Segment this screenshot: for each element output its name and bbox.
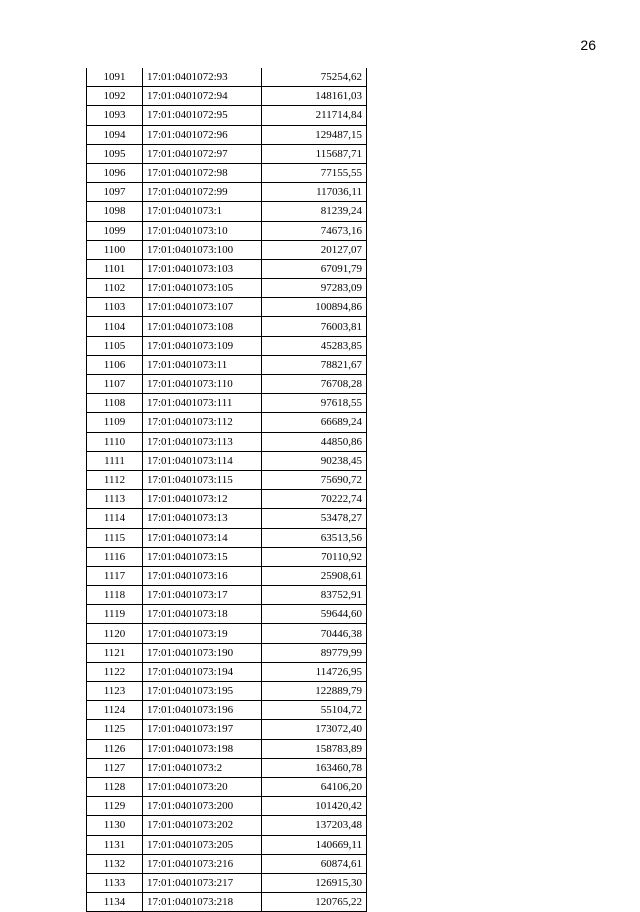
table-row (87, 624, 367, 643)
table-row (87, 854, 367, 873)
table-row (87, 797, 367, 816)
table-row (87, 662, 367, 681)
cadastral-value-cell: 158783,89 (262, 739, 367, 758)
cadastral-value-cell: 129487,15 (262, 125, 367, 144)
table-row (87, 432, 367, 451)
cadastral-number-cell: 17:01:0401073:103 (143, 259, 262, 278)
table-row (87, 701, 367, 720)
cadastral-number-cell: 17:01:0401073:198 (143, 739, 262, 758)
cadastral-value-cell: 20127,07 (262, 240, 367, 259)
cadastral-number-cell: 17:01:0401073:14 (143, 528, 262, 547)
cadastral-number-cell: 17:01:0401073:15 (143, 547, 262, 566)
row-number-cell: 1113 (87, 490, 143, 509)
table-row (87, 68, 367, 87)
cadastral-number-cell: 17:01:0401073:10 (143, 221, 262, 240)
row-number-cell: 1100 (87, 240, 143, 259)
cadastral-number-cell: 17:01:0401073:19 (143, 624, 262, 643)
row-number-cell: 1133 (87, 873, 143, 892)
cadastral-number-cell: 17:01:0401073:2 (143, 758, 262, 777)
cadastral-number-cell: 17:01:0401073:216 (143, 854, 262, 873)
cadastral-number-cell: 17:01:0401073:110 (143, 375, 262, 394)
cadastral-number-cell: 17:01:0401073:195 (143, 682, 262, 701)
cadastral-number-cell: 17:01:0401073:202 (143, 816, 262, 835)
row-number-cell: 1117 (87, 566, 143, 585)
cadastral-value-cell: 76708,28 (262, 375, 367, 394)
table-row (87, 739, 367, 758)
row-number-cell: 1104 (87, 317, 143, 336)
cadastral-value-cell: 64106,20 (262, 777, 367, 796)
cadastral-number-cell: 17:01:0401073:196 (143, 701, 262, 720)
cadastral-value-cell: 211714,84 (262, 106, 367, 125)
table-row (87, 528, 367, 547)
table-row (87, 259, 367, 278)
row-number-cell: 1129 (87, 797, 143, 816)
cadastral-value-cell: 117036,11 (262, 183, 367, 202)
row-number-cell: 1130 (87, 816, 143, 835)
cadastral-number-cell: 17:01:0401073:17 (143, 586, 262, 605)
cadastral-value-cell: 173072,40 (262, 720, 367, 739)
cadastral-value-cell: 70222,74 (262, 490, 367, 509)
table-row (87, 777, 367, 796)
table-row (87, 336, 367, 355)
row-number-cell: 1106 (87, 355, 143, 374)
cadastral-value-cell: 70110,92 (262, 547, 367, 566)
cadastral-value-cell: 140669,11 (262, 835, 367, 854)
row-number-cell: 1097 (87, 183, 143, 202)
row-number-cell: 1116 (87, 547, 143, 566)
cadastral-number-cell: 17:01:0401073:13 (143, 509, 262, 528)
cadastral-number-cell: 17:01:0401073:197 (143, 720, 262, 739)
cadastral-number-cell: 17:01:0401073:107 (143, 298, 262, 317)
cadastral-number-cell: 17:01:0401073:113 (143, 432, 262, 451)
table-row (87, 240, 367, 259)
row-number-cell: 1109 (87, 413, 143, 432)
table-row (87, 317, 367, 336)
cadastral-value-cell: 53478,27 (262, 509, 367, 528)
cadastral-number-cell: 17:01:0401072:98 (143, 163, 262, 182)
row-number-cell: 1093 (87, 106, 143, 125)
cadastral-value-cell: 60874,61 (262, 854, 367, 873)
table-row (87, 279, 367, 298)
row-number-cell: 1125 (87, 720, 143, 739)
cadastral-number-cell: 17:01:0401073:12 (143, 490, 262, 509)
cadastral-value-cell: 63513,56 (262, 528, 367, 547)
row-number-cell: 1132 (87, 854, 143, 873)
cadastral-value-cell: 89779,99 (262, 643, 367, 662)
cadastral-value-cell: 66689,24 (262, 413, 367, 432)
table-row (87, 816, 367, 835)
table-row (87, 221, 367, 240)
row-number-cell: 1119 (87, 605, 143, 624)
row-number-cell: 1096 (87, 163, 143, 182)
table-row (87, 509, 367, 528)
row-number-cell: 1134 (87, 893, 143, 912)
table-row (87, 835, 367, 854)
row-number-cell: 1118 (87, 586, 143, 605)
cadastral-value-cell: 163460,78 (262, 758, 367, 777)
row-number-cell: 1112 (87, 470, 143, 489)
table-row (87, 605, 367, 624)
cadastral-value-cell: 59644,60 (262, 605, 367, 624)
table-row (87, 490, 367, 509)
row-number-cell: 1110 (87, 432, 143, 451)
row-number-cell: 1095 (87, 144, 143, 163)
row-number-cell: 1121 (87, 643, 143, 662)
table-row (87, 394, 367, 413)
cadastral-value-cell: 44850,86 (262, 432, 367, 451)
cadastral-value-cell: 90238,45 (262, 451, 367, 470)
table-row (87, 202, 367, 221)
cadastral-number-cell: 17:01:0401073:11 (143, 355, 262, 374)
cadastral-number-cell: 17:01:0401073:111 (143, 394, 262, 413)
cadastral-value-cell: 78821,67 (262, 355, 367, 374)
table-row (87, 873, 367, 892)
table-row (87, 547, 367, 566)
cadastral-value-cell: 81239,24 (262, 202, 367, 221)
table-row (87, 893, 367, 912)
row-number-cell: 1105 (87, 336, 143, 355)
cadastral-number-cell: 17:01:0401073:20 (143, 777, 262, 796)
cadastral-value-cell: 97283,09 (262, 279, 367, 298)
cadastral-number-cell: 17:01:0401073:190 (143, 643, 262, 662)
row-number-cell: 1094 (87, 125, 143, 144)
cadastral-value-cell: 75690,72 (262, 470, 367, 489)
cadastral-value-cell: 77155,55 (262, 163, 367, 182)
cadastral-number-cell: 17:01:0401073:100 (143, 240, 262, 259)
cadastral-number-cell: 17:01:0401073:109 (143, 336, 262, 355)
table-row (87, 586, 367, 605)
cadastral-value-cell: 100894,86 (262, 298, 367, 317)
cadastral-number-cell: 17:01:0401073:200 (143, 797, 262, 816)
cadastral-value-cell: 70446,38 (262, 624, 367, 643)
row-number-cell: 1108 (87, 394, 143, 413)
cadastral-value-cell: 97618,55 (262, 394, 367, 413)
cadastral-value-cell: 115687,71 (262, 144, 367, 163)
cadastral-number-cell: 17:01:0401073:112 (143, 413, 262, 432)
table-row (87, 451, 367, 470)
table-row (87, 375, 367, 394)
row-number-cell: 1114 (87, 509, 143, 528)
table-row (87, 125, 367, 144)
table-row (87, 758, 367, 777)
row-number-cell: 1107 (87, 375, 143, 394)
table-row (87, 643, 367, 662)
table-row (87, 413, 367, 432)
cadastral-value-table (86, 68, 367, 912)
row-number-cell: 1123 (87, 682, 143, 701)
row-number-cell: 1092 (87, 87, 143, 106)
cadastral-value-cell: 83752,91 (262, 586, 367, 605)
table-row (87, 355, 367, 374)
cadastral-value-cell: 137203,48 (262, 816, 367, 835)
row-number-cell: 1103 (87, 298, 143, 317)
page-number: 26 (580, 37, 596, 53)
cadastral-number-cell: 17:01:0401073:108 (143, 317, 262, 336)
cadastral-number-cell: 17:01:0401073:16 (143, 566, 262, 585)
cadastral-number-cell: 17:01:0401072:95 (143, 106, 262, 125)
row-number-cell: 1111 (87, 451, 143, 470)
row-number-cell: 1120 (87, 624, 143, 643)
table-row (87, 144, 367, 163)
cadastral-value-cell: 75254,62 (262, 68, 367, 87)
table-row (87, 298, 367, 317)
cadastral-value-cell: 76003,81 (262, 317, 367, 336)
cadastral-value-cell: 55104,72 (262, 701, 367, 720)
row-number-cell: 1101 (87, 259, 143, 278)
cadastral-number-cell: 17:01:0401073:114 (143, 451, 262, 470)
table-row (87, 682, 367, 701)
table-row (87, 87, 367, 106)
cadastral-value-cell: 45283,85 (262, 336, 367, 355)
cadastral-number-cell: 17:01:0401073:115 (143, 470, 262, 489)
cadastral-value-cell: 120765,22 (262, 893, 367, 912)
table-row (87, 163, 367, 182)
cadastral-number-cell: 17:01:0401073:217 (143, 873, 262, 892)
cadastral-number-cell: 17:01:0401073:194 (143, 662, 262, 681)
cadastral-value-cell: 74673,16 (262, 221, 367, 240)
cadastral-value-cell: 114726,95 (262, 662, 367, 681)
row-number-cell: 1127 (87, 758, 143, 777)
cadastral-number-cell: 17:01:0401072:97 (143, 144, 262, 163)
table-row (87, 106, 367, 125)
cadastral-number-cell: 17:01:0401072:93 (143, 68, 262, 87)
row-number-cell: 1102 (87, 279, 143, 298)
cadastral-value-cell: 101420,42 (262, 797, 367, 816)
table-row (87, 566, 367, 585)
table-row (87, 183, 367, 202)
row-number-cell: 1131 (87, 835, 143, 854)
cadastral-value-cell: 67091,79 (262, 259, 367, 278)
cadastral-value-cell: 126915,30 (262, 873, 367, 892)
row-number-cell: 1091 (87, 68, 143, 87)
cadastral-number-cell: 17:01:0401073:18 (143, 605, 262, 624)
cadastral-number-cell: 17:01:0401072:94 (143, 87, 262, 106)
cadastral-number-cell: 17:01:0401072:99 (143, 183, 262, 202)
table-row (87, 470, 367, 489)
cadastral-number-cell: 17:01:0401072:96 (143, 125, 262, 144)
table-body (87, 68, 367, 912)
row-number-cell: 1099 (87, 221, 143, 240)
cadastral-value-cell: 122889,79 (262, 682, 367, 701)
row-number-cell: 1126 (87, 739, 143, 758)
row-number-cell: 1128 (87, 777, 143, 796)
cadastral-number-cell: 17:01:0401073:1 (143, 202, 262, 221)
table-row (87, 720, 367, 739)
cadastral-number-cell: 17:01:0401073:105 (143, 279, 262, 298)
cadastral-number-cell: 17:01:0401073:205 (143, 835, 262, 854)
row-number-cell: 1124 (87, 701, 143, 720)
row-number-cell: 1115 (87, 528, 143, 547)
row-number-cell: 1098 (87, 202, 143, 221)
cadastral-value-cell: 25908,61 (262, 566, 367, 585)
row-number-cell: 1122 (87, 662, 143, 681)
cadastral-value-cell: 148161,03 (262, 87, 367, 106)
cadastral-number-cell: 17:01:0401073:218 (143, 893, 262, 912)
